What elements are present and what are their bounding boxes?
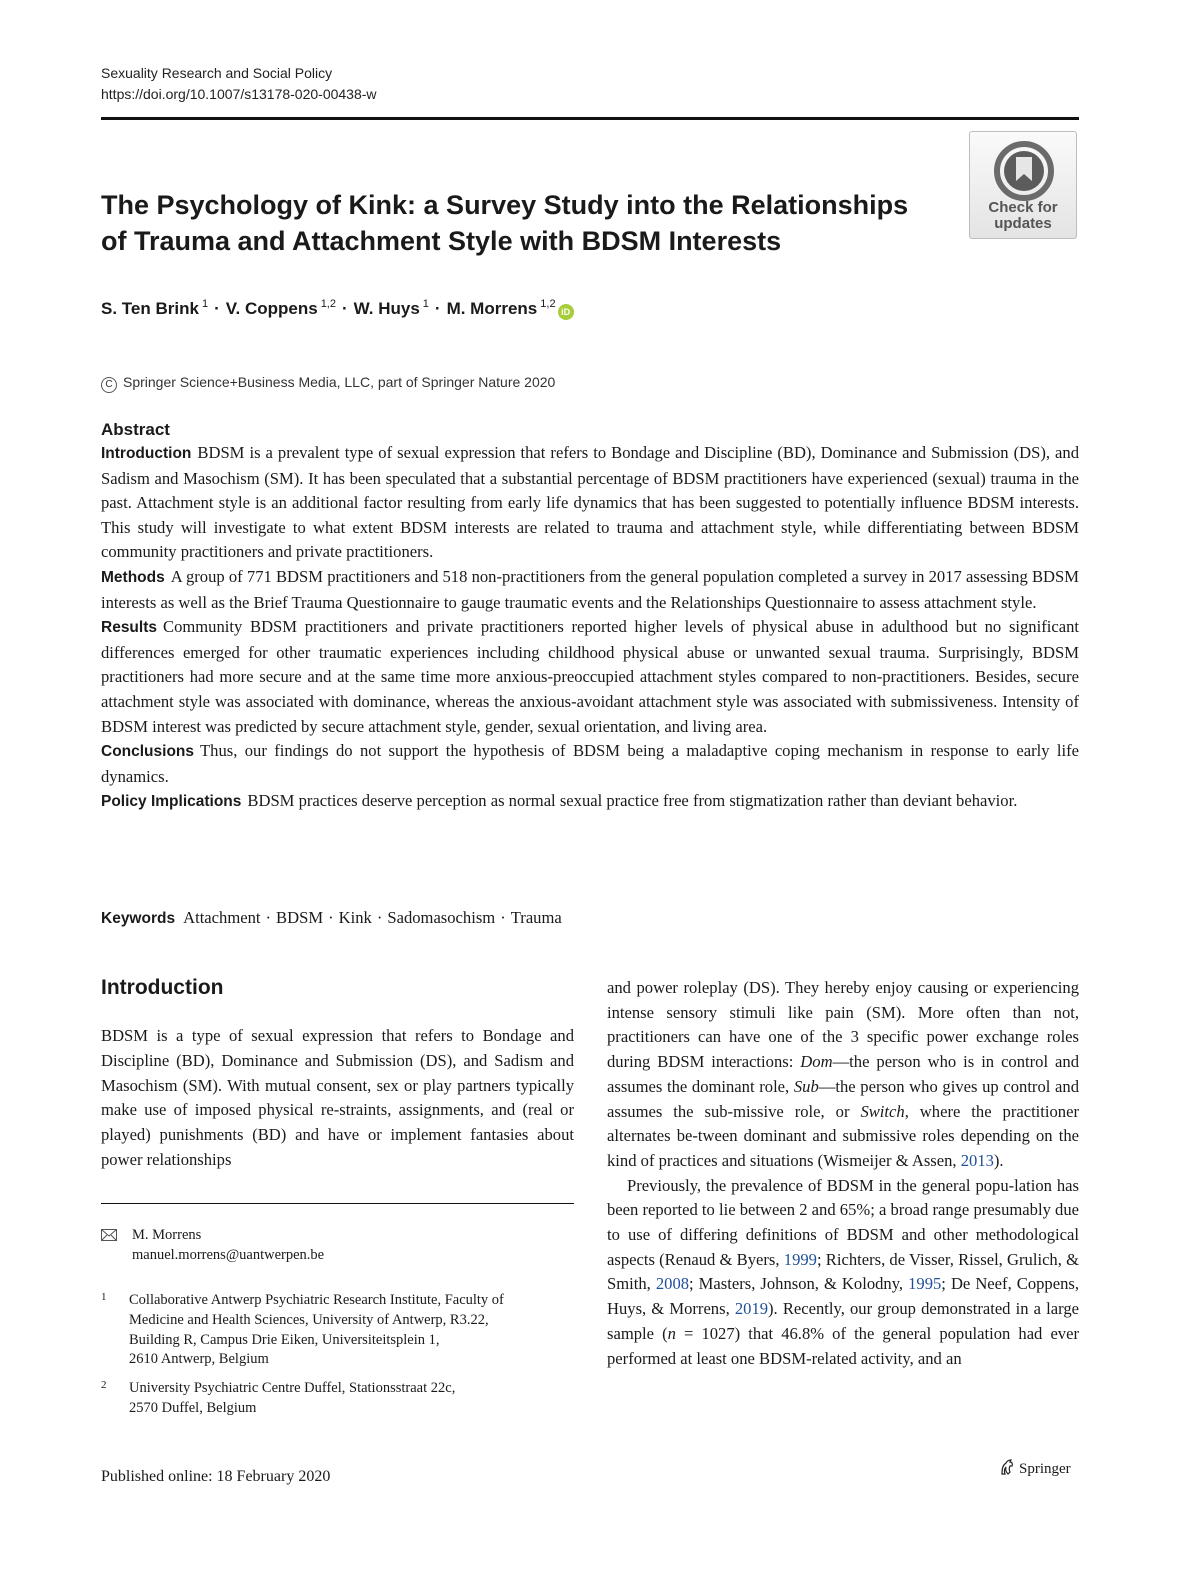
keywords-label: Keywords <box>101 910 176 927</box>
text-run: and power roleplay (DS). They hereby enjoy causing or experiencing intense sensory stimuli like pain (SM). More often than not, practitioners can have one of the 3 specific power exchange roles during BDSM interactions: <box>607 978 1079 1072</box>
text-run: ). Recently, our group demonstrated in a large sample ( <box>607 1299 1079 1343</box>
corresponding-author <box>101 1225 324 1265</box>
text-run: ; De Neef, Coppens, Huys, & Morrens, <box>607 1274 1079 1319</box>
affiliation-line: Collaborative Antwerp Psychiatric Research Institute, Faculty of <box>129 1292 504 1308</box>
abstract-section-label: Policy Implications <box>101 793 242 811</box>
sub-term: Sub <box>793 1076 819 1096</box>
abstract-section-text: Community BDSM practitioners and private practitioners reported higher levels of physical abuse in adulthood but no significant differences emerged for other traumatic experiences including childhood physical abuse or unwanted sexual trauma. Surprisingly, BDSM practitioners had more secure and at the same time more anxious-preoccupied attachment styles compared to non-practitioners. Besides, secure attachment style was associated with dominance, whereas the anxious-avoidant attachment style was associated with submissiveness. Intensity of BDSM interest was predicted by secure attachment style, gender, sexual orientation, and living area. <box>101 617 1079 736</box>
affiliation-number: 1 <box>101 1291 107 1303</box>
journal-name: Sexuality Research and Social Policy <box>101 65 333 81</box>
body-paragraph <box>607 1174 1079 1372</box>
badge-line2: updates <box>994 215 1052 232</box>
text-run: —the person who gives up control and assumes the sub-missive role, or <box>607 1076 1079 1121</box>
title-line-2: of Trauma and Attachment Style with BDSM Interests <box>101 226 782 256</box>
dom-term: Dom <box>800 1052 833 1072</box>
body-paragraph: BDSM is a type of sexual expression that refers to Bondage and Discipline (BD), Dominance and Submission (DS), and Sadism and Masochism (SM). With mutual consent, sex or play partners typically make use of imposed physical re-straints, assignments, and (real or played) punishments (BD) and have or implement fantasies about power relationships <box>101 1026 574 1169</box>
abstract-section <box>101 789 1079 815</box>
abstract-section-label: Conclusions <box>101 743 195 761</box>
affiliation <box>101 1291 569 1370</box>
footnote-rule <box>101 1203 574 1204</box>
text-run: , where the practitioner alternates be-tween dominant and submissive roles depending on the kind of practices and situations (Wismeijer & Assen, <box>607 1101 1080 1170</box>
journal-header <box>101 63 377 105</box>
abstract-section <box>101 615 1079 739</box>
abstract-body <box>101 441 1079 815</box>
switch-term: Switch <box>860 1101 905 1121</box>
abstract-section-label: Introduction <box>101 445 192 462</box>
keyword: Sadomasochism <box>387 908 496 927</box>
affiliation <box>101 1379 569 1419</box>
abstract-section-label: Results <box>101 619 157 637</box>
springer-horse-icon <box>999 1458 1015 1476</box>
keyword: Attachment <box>183 908 261 927</box>
text-run: ; Masters, Johnson, & Kolodny, <box>689 1274 909 1294</box>
copyright-icon: C <box>101 377 117 393</box>
abstract-section <box>101 739 1079 789</box>
affiliation-line: University Psychiatric Centre Duffel, Stationsstraat 22c, <box>129 1380 456 1396</box>
keywords: Keywords Attachment · BDSM · Kink · Sadomasochism · Trauma <box>101 908 562 927</box>
introduction-left-column <box>101 1024 574 1173</box>
abstract-section-label: Methods <box>101 568 165 586</box>
springer-logo <box>999 1458 1071 1480</box>
abstract-section-text: Thus, our findings do not support the hypothesis of BDSM being a maladaptive coping mechanism in response to early life dynamics. <box>101 741 1079 786</box>
text-run: —the person who is in control and assumes the dominant role, <box>607 1052 1079 1096</box>
abstract-section-text: BDSM is a prevalent type of sexual expression that refers to Bondage and Discipline (BD), Dominance and Submission (DS), and Sadism and Masochism (SM). It has been speculated that a substantial percentage of BDSM practitioners have experienced (sexual) trauma in the past. Attachment style is an additional factor resulting from early life dynamics that has been suggested to potentially influence BDSM interests. This study will investigate to what extent BDSM interests are related to trauma and attachment style, while differentiating between BDSM community practitioners and private practitioners. <box>101 443 1079 562</box>
header-rule <box>101 117 1079 120</box>
corresponding-email[interactable]: manuel.morrens@uantwerpen.be <box>132 1247 325 1263</box>
abstract-section-text: BDSM practices deserve perception as normal sexual practice free from stigmatization rather than deviant behavior. <box>247 791 1018 811</box>
abstract-heading: Abstract <box>101 420 170 439</box>
text-run: = 1027) that 46.8% of the general population had ever performed at least one BDSM-related activity, and an <box>607 1323 1079 1368</box>
abstract-section-text: A group of 771 BDSM practitioners and 518 non-practitioners from the general population completed a survey in 2017 assessing BDSM interests as well as the Brief Trauma Questionnaire to gauge traumatic events and the Relationships Questionnaire to assess attachment style. <box>101 566 1079 612</box>
copyright-line <box>101 372 555 393</box>
citation-link[interactable]: 2019 <box>734 1299 769 1319</box>
text-run: ; Richters, de Visser, Rissel, Grulich, & Smith, <box>607 1249 1079 1294</box>
author-name[interactable]: W. Huys <box>353 299 420 318</box>
text-run: ). <box>993 1150 1004 1170</box>
corresponding-name: M. Morrens <box>132 1227 202 1243</box>
citation-link[interactable]: 1999 <box>783 1249 817 1269</box>
author-affiliation: 1,2 <box>540 298 556 310</box>
citation-link[interactable]: 2008 <box>655 1274 690 1294</box>
affiliation-line: 2570 Duffel, Belgium <box>129 1399 257 1416</box>
author-name[interactable]: S. Ten Brink <box>101 299 199 318</box>
author-affiliation: 1,2 <box>320 298 336 310</box>
keyword: Trauma <box>510 908 562 927</box>
text-run: Previously, the prevalence of BDSM in the general popu-lation has been reported to lie between 2 and 65%; a broad range presumably due to use of differing definitions of BDSM and other methodological aspects (Renaud & Byers, <box>607 1175 1079 1269</box>
citation-link[interactable]: 2013 <box>960 1150 994 1170</box>
title-line-1: The Psychology of Kink: a Survey Study into the Relationships <box>101 190 909 220</box>
abstract-section <box>101 565 1079 615</box>
author-affiliation: 1 <box>422 298 429 310</box>
article-title <box>101 187 941 259</box>
affiliation-number: 2 <box>101 1379 107 1391</box>
bookmark-ring-icon <box>992 139 1056 203</box>
orcid-icon[interactable]: iD <box>558 304 574 320</box>
affiliation-line: Medicine and Health Sciences, University of Antwerp, R3.22, <box>129 1311 489 1328</box>
keyword: BDSM <box>276 908 324 927</box>
introduction-right-column <box>607 976 1079 1371</box>
copyright-text: Springer Science+Business Media, LLC, part of Springer Nature 2020 <box>123 374 556 390</box>
author-name[interactable]: V. Coppens <box>225 299 318 318</box>
check-for-updates-badge[interactable] <box>969 131 1077 239</box>
n-variable: n <box>667 1323 676 1343</box>
publisher-name: Springer <box>1019 1461 1071 1477</box>
affiliation-line: Building R, Campus Drie Eiken, Universiteitsplein 1, <box>129 1331 440 1348</box>
introduction-heading: Introduction <box>101 976 224 999</box>
citation-link[interactable]: 1995 <box>908 1274 942 1294</box>
body-paragraph <box>607 976 1079 1174</box>
author-list: S. Ten Brink $^1$ · V. Coppens $^{1,2}$ · W. Huys $^1$ · M. Morrens $^{1,2}$iD <box>101 290 574 323</box>
author-name[interactable]: M. Morrens <box>446 299 538 318</box>
doi-link[interactable]: https://doi.org/10.1007/s13178-020-00438-w <box>101 86 377 102</box>
abstract-section <box>101 441 1079 565</box>
keyword: Kink <box>338 908 372 927</box>
envelope-icon <box>101 1229 117 1241</box>
affiliation-line: 2610 Antwerp, Belgium <box>129 1351 269 1368</box>
published-date: Published online: 18 February 2020 <box>101 1468 331 1485</box>
author-affiliation: 1 <box>201 298 209 310</box>
badge-line1: Check for <box>988 199 1058 216</box>
